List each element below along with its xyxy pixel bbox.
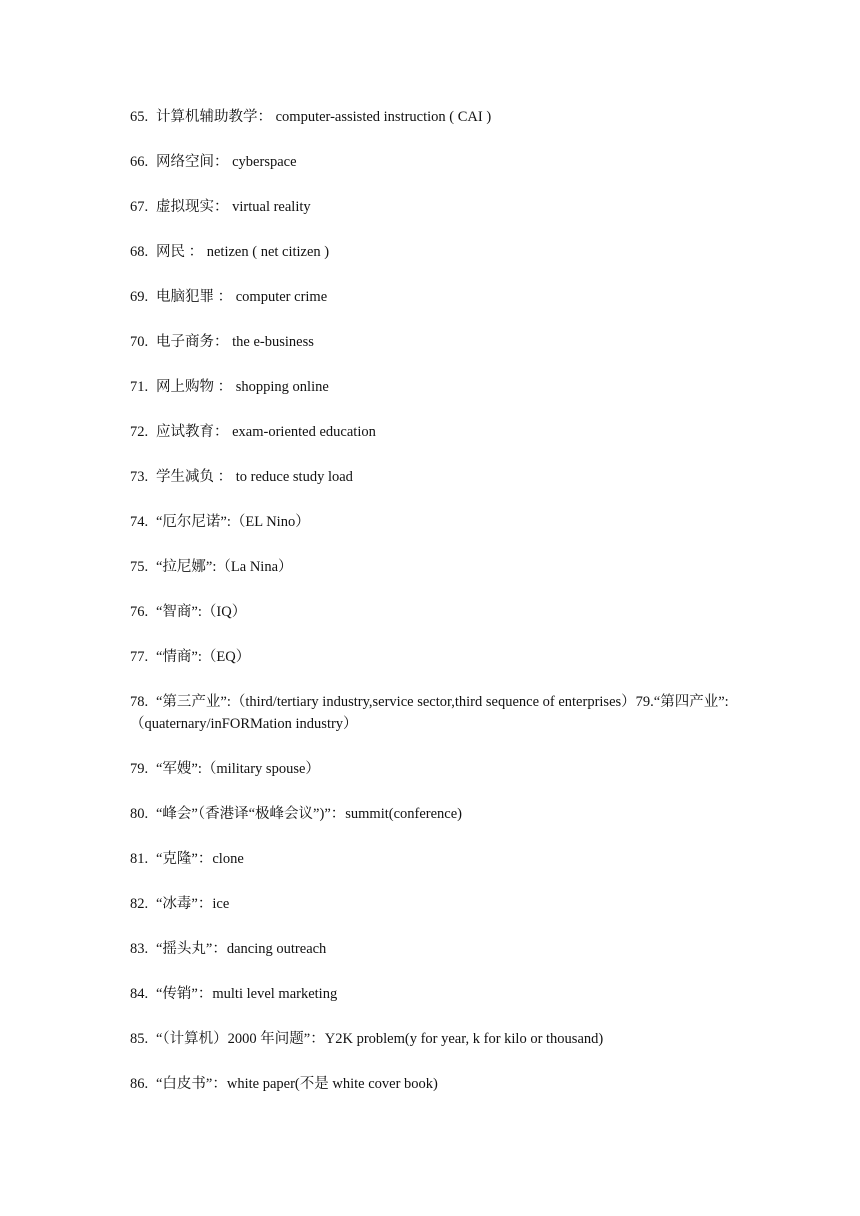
item-number: 78. <box>130 694 149 710</box>
item-text: “军嫂”:（military spouse） <box>156 761 320 777</box>
item-text: “厄尔尼诺”:（EL Nino） <box>156 514 310 530</box>
item-text: “克隆”：clone <box>156 851 244 867</box>
item-text: 学生减负 ： to reduce study load <box>156 469 353 485</box>
item-number: 65. <box>130 109 149 125</box>
list-item <box>130 331 742 353</box>
item-text: “情商”:（EQ） <box>156 649 251 665</box>
list-item <box>130 286 742 308</box>
item-text: 电子商务： the e-business <box>156 334 314 350</box>
item-text: “传销”：multi level marketing <box>156 986 338 1002</box>
item-number: 73. <box>130 469 149 485</box>
list-item <box>130 646 742 668</box>
item-number: 77. <box>130 649 149 665</box>
list-item <box>130 601 742 623</box>
list-item <box>130 151 742 173</box>
item-text: 电脑犯罪 ： computer crime <box>156 289 328 305</box>
list-item <box>130 466 742 488</box>
list-item <box>130 691 742 735</box>
item-text: 网民 ： netizen ( net citizen ) <box>156 244 330 260</box>
item-text: “冰毒”：ice <box>156 896 230 912</box>
item-number: 79. <box>130 761 149 777</box>
list-item <box>130 196 742 218</box>
list-item <box>130 893 742 915</box>
list-item <box>130 376 742 398</box>
item-text: 网络空间： cyberspace <box>156 154 297 170</box>
item-text: “第三产业”:（third/tertiary industry,service sector,third sequence of enterprises）79.“第四产业”:（quaternary/inFORMation industry） <box>130 694 729 732</box>
item-text: “峰会”（香港译“极峰会议”)”：summit(conference) <box>156 806 463 822</box>
item-number: 71. <box>130 379 149 395</box>
item-number: 67. <box>130 199 149 215</box>
list-item <box>130 421 742 443</box>
item-number: 81. <box>130 851 149 867</box>
item-number: 84. <box>130 986 149 1002</box>
list-item <box>130 803 742 825</box>
list-item <box>130 1073 742 1095</box>
item-number: 75. <box>130 559 149 575</box>
list-item <box>130 241 742 263</box>
item-text: 计算机辅助教学： computer-assisted instruction ( CAI ) <box>156 109 492 125</box>
item-number: 83. <box>130 941 149 957</box>
item-number: 86. <box>130 1076 149 1092</box>
item-number: 69. <box>130 289 149 305</box>
item-text: 应试教育： exam-oriented education <box>156 424 376 440</box>
item-text: 网上购物 ： shopping online <box>156 379 329 395</box>
glossary-list <box>130 106 742 1118</box>
list-item <box>130 848 742 870</box>
item-number: 70. <box>130 334 149 350</box>
item-number: 85. <box>130 1031 149 1047</box>
item-number: 72. <box>130 424 149 440</box>
item-number: 76. <box>130 604 149 620</box>
item-number: 80. <box>130 806 149 822</box>
item-text: “智商”:（IQ） <box>156 604 247 620</box>
item-text: “白皮书”：white paper(不是 white cover book) <box>156 1076 438 1092</box>
item-text: “（计算机）2000 年问题”：Y2K problem(y for year, k for kilo or thousand) <box>156 1031 604 1047</box>
list-item <box>130 556 742 578</box>
list-item <box>130 1028 742 1050</box>
list-item <box>130 106 742 128</box>
item-number: 82. <box>130 896 149 912</box>
list-item <box>130 511 742 533</box>
item-number: 66. <box>130 154 149 170</box>
item-text: 虚拟现实： virtual reality <box>156 199 311 215</box>
list-item <box>130 938 742 960</box>
item-text: “摇头丸”：dancing outreach <box>156 941 327 957</box>
item-text: “拉尼娜”:（La Nina） <box>156 559 293 575</box>
list-item <box>130 758 742 780</box>
item-number: 74. <box>130 514 149 530</box>
list-item <box>130 983 742 1005</box>
item-number: 68. <box>130 244 149 260</box>
